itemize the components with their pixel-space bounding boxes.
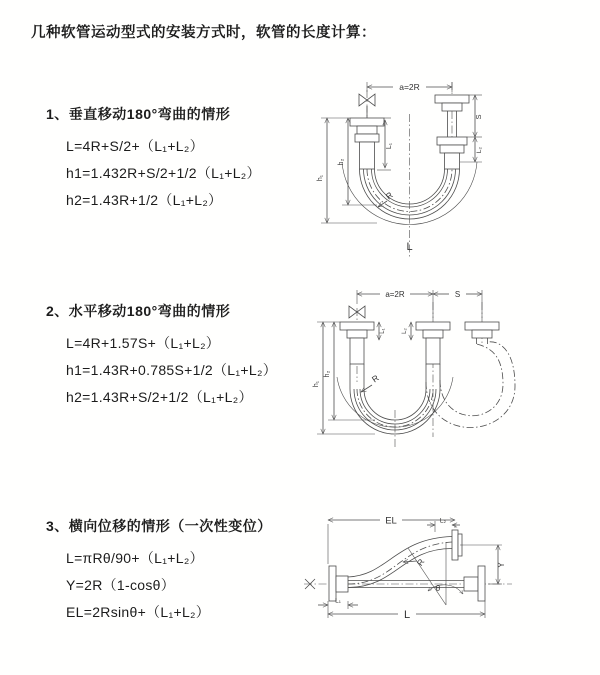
dim-label-l1: L₁ bbox=[335, 597, 341, 605]
dim-label-l1: L₁ bbox=[380, 328, 386, 334]
dim-label-l2: L₂ bbox=[476, 146, 483, 154]
formula-h1: h1=1.432R+S/2+1/2（L₁+L₂） bbox=[66, 165, 261, 181]
section-1-heading: 1、垂直移动180°弯曲的情形 bbox=[46, 106, 231, 122]
diagram-lateral-displacement bbox=[296, 500, 600, 650]
section-3 bbox=[46, 516, 272, 626]
dim-label-r: R bbox=[369, 372, 381, 385]
dim-label-h2: h₂ bbox=[338, 158, 345, 166]
right-flange bbox=[464, 566, 485, 601]
dimension-el bbox=[328, 516, 455, 565]
dimension-l bbox=[328, 601, 485, 621]
dim-label-h2: h₂ bbox=[324, 370, 331, 378]
formula-h2: h2=1.43R+1/2（L₁+L₂） bbox=[66, 192, 223, 208]
dimension-l1 bbox=[379, 322, 386, 340]
dimension-a2r bbox=[357, 290, 482, 318]
dimension-l2 bbox=[402, 322, 411, 340]
left-fitting bbox=[350, 118, 384, 169]
dim-label-el: EL bbox=[385, 515, 397, 527]
diagram-horizontal-180 bbox=[305, 282, 590, 472]
dim-label-l2: L₂ bbox=[402, 328, 408, 334]
dimension-a2r bbox=[367, 82, 452, 92]
dim-label-h1: h₁ bbox=[317, 174, 324, 182]
section-1 bbox=[46, 104, 261, 214]
dim-label-l1: L₁ bbox=[386, 142, 393, 150]
valve-icon bbox=[349, 306, 365, 318]
diagram-vertical-180 bbox=[305, 62, 590, 267]
dim-label-y: Y bbox=[497, 562, 506, 568]
formula-l: L=4R+1.57S+（L₁+L₂） bbox=[66, 335, 221, 351]
formula-l: L=4R+S/2+（L₁+L₂） bbox=[66, 138, 204, 154]
dim-label-l: L bbox=[406, 241, 413, 253]
dim-label-l2: L₂ bbox=[439, 517, 447, 525]
dim-label-r: R bbox=[414, 556, 427, 568]
dim-label-s: S bbox=[474, 114, 483, 120]
dimension-l1 bbox=[318, 598, 358, 610]
hose-s-curve bbox=[348, 537, 452, 588]
page-title: 几种软管运动型式的安装方式时，软管的长度计算： bbox=[31, 25, 376, 41]
dim-label-a2r: a=2R bbox=[385, 290, 405, 299]
left-fitting bbox=[340, 322, 374, 364]
dim-label-r: R bbox=[383, 189, 395, 202]
right-fitting bbox=[465, 322, 499, 344]
dim-label-s: S bbox=[454, 290, 461, 299]
dim-label-a2r: a=2R bbox=[399, 82, 420, 92]
formula-h1: h1=1.43R+0.785S+1/2（L₁+L₂） bbox=[66, 362, 277, 378]
middle-fitting bbox=[416, 322, 450, 364]
formula-el: EL=2Rsinθ+（L₁+L₂） bbox=[66, 604, 211, 620]
section-2 bbox=[46, 301, 277, 411]
hose-u-bend bbox=[337, 364, 453, 434]
dim-label-l: L bbox=[403, 609, 411, 621]
dim-label-theta: θ bbox=[435, 584, 441, 593]
formula-y: Y=2R（1-cosθ） bbox=[66, 577, 176, 593]
section-3-heading: 3、横向位移的情形（一次性变位） bbox=[46, 518, 272, 534]
section-2-heading: 2、水平移动180°弯曲的情形 bbox=[46, 303, 231, 319]
left-flange bbox=[329, 566, 348, 601]
formula-h2: h2=1.43R+S/2+1/2（L₁+L₂） bbox=[66, 389, 253, 405]
formula-l: L=πRθ/90+（L₁+L₂） bbox=[66, 550, 204, 566]
dim-label-h1: h₁ bbox=[313, 380, 320, 388]
